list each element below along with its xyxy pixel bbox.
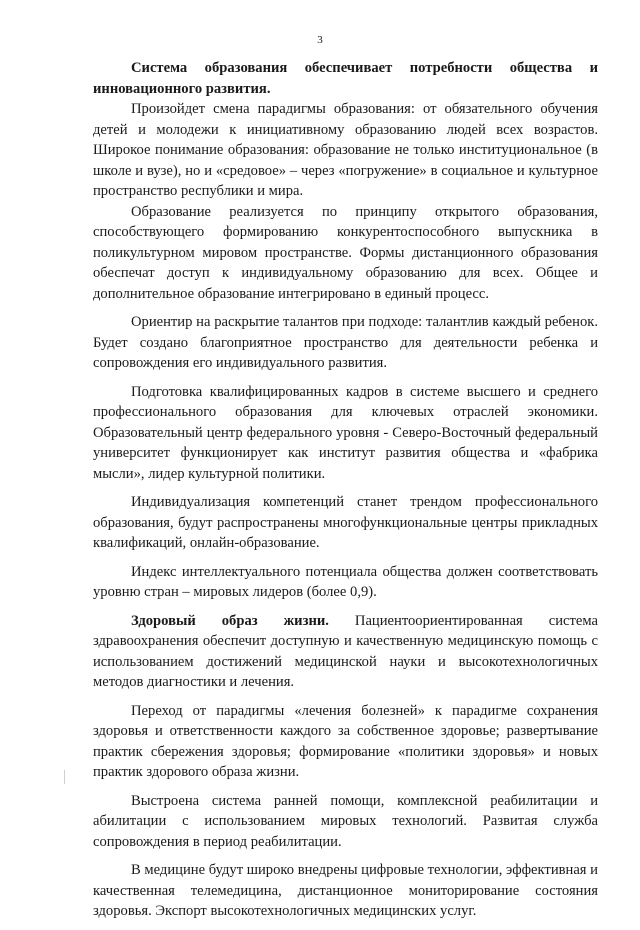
document-body — [93, 58, 598, 930]
paragraph-rehabilitation: Выстроена система ранней помощи, комплексной реабилитации и абилитации с использованием мировых технологий. Развитая служба сопровождения в период реабилитации. — [93, 792, 598, 850]
paragraph-competencies: Индивидуализация компетенций станет трендом профессионального образования, будут распространены многофункциональные центры прикладных квалификаций, онлайн-образование. — [93, 494, 598, 551]
paragraph-open-education: Образование реализуется по принципу открытого образования, способствующего формированию конкурентоспособного выпускника в поликультурном мировом пространстве. Формы дистанционного образования обеспечат доступ к индивидуальному образованию для всех. Общее и дополнительное образование интегрировано в единый процесс. — [93, 203, 598, 302]
paragraph-healthcare-system: Пациентоориентированная система здравоохранения обеспечит доступную и качественную медицинскую помощь с использованием достижений медицинской науки и высокотехнологичных методов диагностики и лечения. — [93, 612, 598, 690]
section-heading-health: Здоровый образ жизни. — [131, 612, 329, 629]
page-number: 3 — [317, 34, 323, 46]
paragraph-intellectual-index: Индекс интеллектуального потенциала общества должен соответствовать уровню стран – мировых лидеров (более 0,9). — [93, 563, 598, 600]
margin-mark — [64, 770, 65, 784]
paragraph-health-paradigm: Переход от парадигмы «лечения болезней» к парадигме сохранения здоровья и ответственности каждого за собственное здоровье; развертывание практик сбережения здоровья; формирование «политики здоровья» и новых практик здорового образа жизни. — [93, 702, 598, 780]
section-heading-education: Система образования обеспечивает потребности общества и инновационного развития. — [93, 60, 598, 97]
paragraph-qualified-personnel: Подготовка квалифицированных кадров в системе высшего и среднего профессионального образования для ключевых отраслей экономики. Образовательный центр федерального уровня - Северо-Восточный федеральный университет функционирует как институт развития общества и «фабрика мысли», лидер культурной политики. — [93, 383, 598, 482]
paragraph-talents: Ориентир на раскрытие талантов при подходе: талантлив каждый ребенок. Будет создано благоприятное пространство для деятельности ребенка и сопровождения его индивидуального развития. — [93, 314, 598, 371]
paragraph-education-paradigm: Произойдет смена парадигмы образования: от обязательного обучения детей и молодежи к инициативному образованию людей всех возрастов. Широкое понимание образования: образование не только институциональное (в школе и вузе), но и «средовое» – через «погружение» в социальное и культурное пространство республики и мира. — [93, 101, 598, 199]
paragraph-healthy-lifestyle — [93, 611, 598, 693]
paragraph-digital-medicine: В медицине будут широко внедрены цифровые технологии, эффективная и качественная телемедицина, дистанционное мониторирование состояния здоровья. Экспорт высокотехнологичных медицинских услуг. — [93, 862, 598, 919]
